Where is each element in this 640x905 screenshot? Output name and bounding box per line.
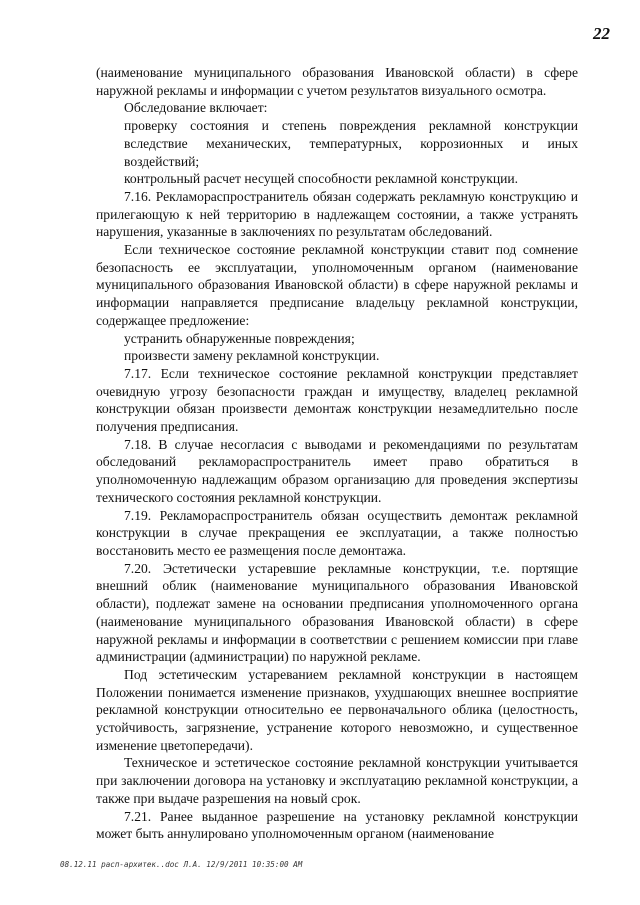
- paragraph-7-18: 7.18. В случае несогласия с выводами и рекомендациями по результатам обследований рекламораспространитель имеет право обратиться в уполномоченную надлежащим образом организацию для проведения экспертизы технического состояния рекламной конструкции.: [96, 436, 578, 505]
- document-footer: 08.12.11 расп-архитек..doc Л.А. 12/9/2011 10:35:00 AM: [60, 860, 303, 869]
- paragraph: произвести замену рекламной конструкции.: [124, 348, 380, 364]
- paragraph: устранить обнаруженные повреждения;: [124, 330, 355, 346]
- document-body: [96, 64, 578, 843]
- paragraph: Обследование включает:: [124, 100, 268, 116]
- paragraph: Техническое и эстетическое состояние рекламной конструкции учитывается при заключении договора на установку и эксплуатацию рекламной конструкции, а также при выдаче разрешения на новый срок.: [96, 755, 578, 806]
- paragraph: Под эстетическим устареванием рекламной конструкции в настоящем Положении понимается изменение признаков, ухудшающих внешнее восприятие рекламной конструкции относительно ее первоначального облика (целостность, устойчивость, загрязнение, устранение которого невозможно, и существенное изменение цветопередачи).: [96, 666, 578, 753]
- paragraph: контрольный расчет несущей способности рекламной конструкции.: [124, 171, 519, 187]
- page-number: 22: [593, 24, 610, 43]
- paragraph: (наименование муниципального образования Ивановской области) в сфере наружной рекламы и информации с учетом результатов визуального осмотра.: [96, 65, 578, 98]
- paragraph: Если техническое состояние рекламной конструкции ставит под сомнение безопасность ее эксплуатации, уполномоченным органом (наименование муниципального образования Ивановской области) в сфере наружной рекламы и информации направляется предписание владельцу рекламной конструкции, содержащее предложение:: [96, 242, 578, 328]
- paragraph-7-19: 7.19. Рекламораспространитель обязан осуществить демонтаж рекламной конструкции в случае прекращения ее эксплуатации, а также полностью восстановить место ее размещения после демонтажа.: [96, 507, 578, 558]
- paragraph-7-17: 7.17. Если техническое состояние рекламной конструкции представляет очевидную угрозу безопасности граждан и имуществу, владелец рекламной конструкции обязан произвести демонтаж конструкции незамедлительно после получения предписания.: [96, 365, 578, 435]
- paragraph-7-21: 7.21. Ранее выданное разрешение на установку рекламной конструкции может быть аннулировано уполномоченным органом (наименование: [96, 808, 578, 842]
- paragraph: проверку состояния и степень повреждения рекламной конструкции вследствие механических, температурных, коррозионных и иных воздействий;: [124, 118, 578, 169]
- paragraph-7-16: 7.16. Рекламораспространитель обязан содержать рекламную конструкцию и прилегающую к ней территорию в надлежащем состоянии, а также устранять нарушения, указанные в заключениях по результатам обследований.: [96, 188, 578, 240]
- paragraph-7-20: 7.20. Эстетически устаревшие рекламные конструкции, т.е. портящие внешний облик (наименование муниципального образования Ивановской области), подлежат замене на основании предписания уполномоченного органа (наименование муниципального образования Ивановской области) в сфере наружной рекламы и информации в соответствии с решением комиссии при главе администрации (администрации) по наружной рекламе.: [96, 560, 578, 665]
